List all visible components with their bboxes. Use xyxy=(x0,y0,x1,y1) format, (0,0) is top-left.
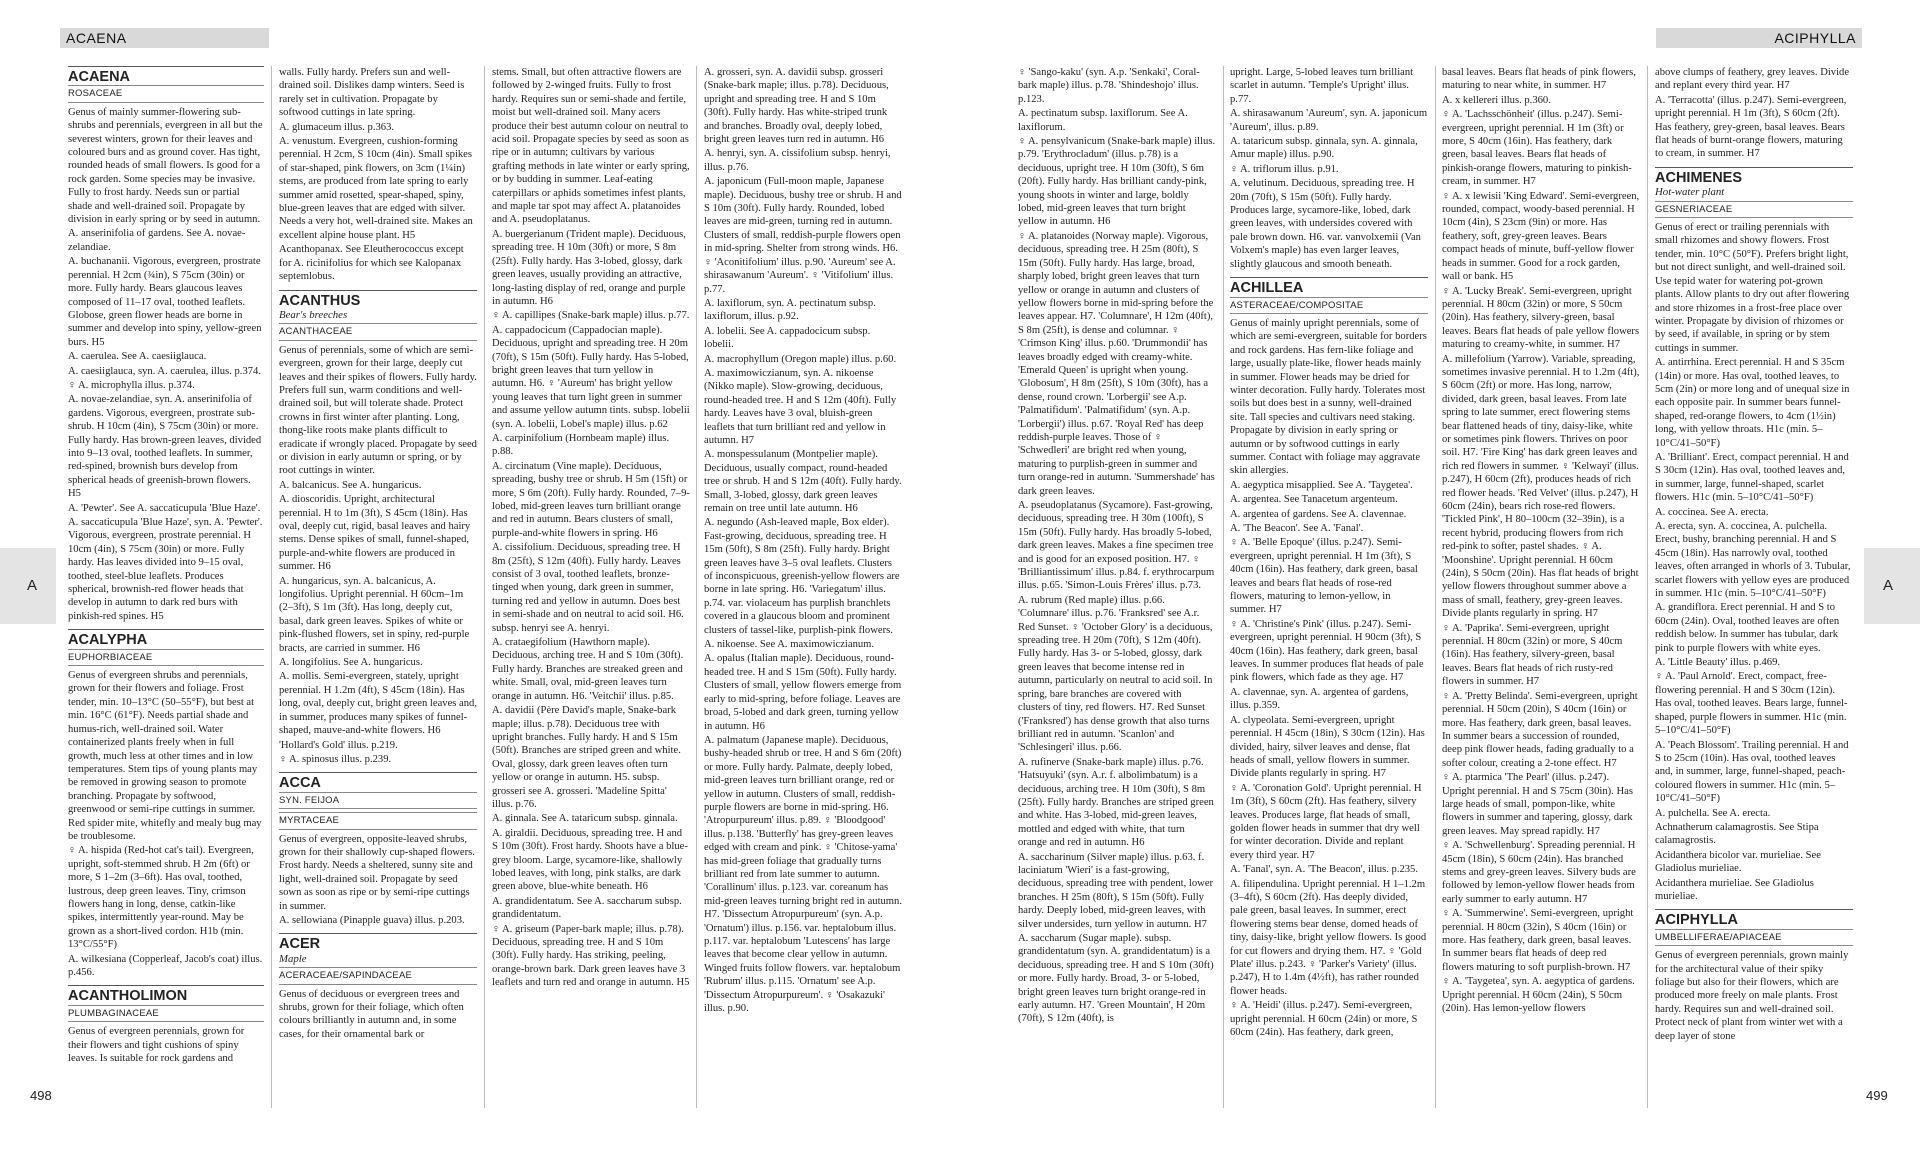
text-column-3 xyxy=(492,66,690,1106)
entry-paragraph: A. velutinum. Deciduous, spreading tree. H 20m (70ft), S 15m (50ft). Fully hardy. Produces large, sycamore-like, lobed, dark green leaves, with undersides covered with pale brown down. H6. var. vanvolxemii (Van Volxem's maple) has even larger leaves, slightly glaucous and smooth beneath. xyxy=(1230,178,1421,270)
text-column-4 xyxy=(704,66,902,1106)
entry-paragraph: A. clavennae, syn. A. argentea of gardens, illus. p.359. xyxy=(1230,686,1409,712)
entry-paragraph: A. sellowiana (Pinapple guava) illus. p.203. xyxy=(279,914,465,926)
entry-paragraph: Achnatherum calamagrostis. See Stipa calamagrostis. xyxy=(1655,821,1819,847)
entry-paragraph: A. hungaricus, syn. A. balcanicus, A. longifolius. Upright perennial. H 60cm–1m (2–3ft), S 1m (3ft). Has long, deeply cut, basal, dark green leaves. Spikes of white or pink-flushed flowers, set in spiny, red-purple bracts, are carried in summer. H6 xyxy=(279,575,470,654)
entry-paragraph: A. caerulea. See A. caesiiglauca. xyxy=(68,351,207,363)
family-label: GESNERIACEAE xyxy=(1655,201,1853,218)
entry-paragraph: A. 'Little Beauty' illus. p.469. xyxy=(1655,657,1781,669)
column-rule xyxy=(1223,66,1224,1108)
entry-paragraph: A. henryi, syn. A. cissifolium subsp. henryi, illus. p.76. xyxy=(704,148,891,173)
column-rule xyxy=(1647,66,1648,1108)
entry-paragraph: ♀ A. 'Summerwine'. Semi-evergreen, upright perennial. H 80cm (32in), S 40cm (16in) or more. Has feathery, dark green, basal leaves. In summer bears flat heads of deep red flowers maturing to soft purplish-brown. H7 xyxy=(1442,908,1634,973)
entry-paragraph: ♀ A. 'Taygetea', syn. A. aegyptica of gardens. Upright perennial. H 60cm (24in), S 50cm (20in). Has lemon-yellow flowers xyxy=(1442,976,1635,1015)
entry-paragraph: Genus of evergreen perennials, grown for their flowers and tight cushions of spiny leaves. Is suitable for rock gardens and xyxy=(68,1026,245,1065)
text-column-2 xyxy=(279,66,477,1106)
text-column-6 xyxy=(1230,66,1428,1106)
entry-paragraph: A. 'Brilliant'. Erect, compact perennial. H and S 30cm (12in). Has oval, toothed leaves and, in summer, large, funnel-shaped, scarlet flowers. H1c (min. 5–10°C/41–50°F) xyxy=(1655,451,1849,504)
entry-paragraph: A. grosseri, syn. A. davidii subsp. grosseri (Snake-bark maple; illus. p.78). Deciduous, upright and spreading tree. H and S 10m (30ft). Fully hardy. Has white-striped trunk and branches. Broadly oval, deeply lobed, bright green leaves turn red in autumn. H6 xyxy=(704,67,889,146)
entry-paragraph: ♀ A. hispida (Red-hot cat's tail). Evergreen, upright, soft-stemmed shrub. H 2m (6ft) or more, S 1–2m (3–6ft). Has oval, toothed, lustrous, deep green leaves. Tiny, crimson flowers hang in long, dense, catkin-like spikes, intermittently year-round. May be grown as a short-lived cordon. H1b (min. 13°C/55°F) xyxy=(68,845,254,951)
entry-paragraph: A. japonicum (Full-moon maple, Japanese maple). Deciduous, bushy tree or shrub. H and S 10m (30ft). Fully hardy. Rounded, lobed leaves are mid-green, turning red in autumn. Clusters of small, reddish-purple flowers open in mid-spring. Shelter from strong winds. H6. ♀ 'Aconitifolium' illus. p.90. 'Aureum' see A. shirasawanum 'Aureum'. ♀ 'Vitifolium' illus. p.77. xyxy=(704,176,902,295)
entry-paragraph: A. erecta, syn. A. coccinea, A. pulchella. Erect, bushy, branching perennial. H and S 45cm (18in). Has narrowly oval, toothed leaves, often arranged in whorls of 3. Tubular, scarlet flowers with yellow eyes are produced in summer. H1c (min. 5–10°C/41–50°F) xyxy=(1655,521,1851,600)
entry-paragraph: A. antirrhina. Erect perennial. H and S 35cm (14in) or more. Has oval, toothed leaves, to 5cm (2in) or more long and of unequal size in each opposite pair. In summer bears funnel-shaped, red-orange flowers, to 4cm (1½in) long, with yellow throats. H1c (min. 5–10°C/41–50°F) xyxy=(1655,357,1850,449)
column-rule xyxy=(1435,66,1436,1108)
family-label: SYN. FEIJOA xyxy=(279,792,477,809)
entry-paragraph: A. tataricum subsp. ginnala, syn. A. ginnala, Amur maple) illus. p.90. xyxy=(1230,136,1418,161)
running-header-left: ACAENA xyxy=(60,28,269,48)
entry-paragraph: A. rufinerve (Snake-bark maple) illus. p.76. 'Hatsuyuki' (syn. A.r. f. albolimbatum) is a deciduous, arching tree. H 10m (30ft), S 8m (25ft). Fully hardy. Branches are striped green and white. Has 3-lobed, mid-green leaves, mottled and edged with white, that turn orange and red in autumn. H6 xyxy=(1018,756,1214,849)
genus-heading: ACANTHOLIMON xyxy=(68,985,264,1003)
family-label: ROSACEAE xyxy=(68,85,264,102)
thumb-index-tab-left: A xyxy=(0,548,56,624)
genus-heading: ACHIMENES xyxy=(1655,167,1853,185)
entry-paragraph: Genus of deciduous or evergreen trees and shrubs, grown for their foliage, which often colours brilliantly in autumn and, in some cases, for their ornamental bark or xyxy=(279,988,464,1040)
entry-paragraph: A. cappadocicum (Cappadocian maple). Deciduous, upright and spreading tree. H 20m (70ft), S 15m (50ft). Fully hardy. Has 5-lobed, bright green leaves that turn yellow in autumn. H6. ♀ 'Aureum' has bright yellow young leaves that turn light green in summer and assume yellow autumn tints. subsp. lobelii (syn. A. lobelii, Lobel's maple) illus. p.62 xyxy=(492,324,690,430)
entry-paragraph: A. 'Fanal', syn. A. 'The Beacon', illus. p.235. xyxy=(1230,864,1419,876)
entry-paragraph: ♀ A. 'Lachsschönheit' (illus. p.247). Semi-evergreen, upright perennial. H 1m (3ft) or more, S 40cm (16in). Has feathery, dark green, basal leaves. Bears flat heads of pinkish-orange flowers, maturing to pinkish-cream, in summer. H7 xyxy=(1442,109,1632,188)
entry-paragraph: A. argentea of gardens. See A. clavennae. xyxy=(1230,508,1407,520)
entry-paragraph: ♀ A. x lewisii 'King Edward'. Semi-evergreen, rounded, compact, woody-based perennial. H 10cm (4in), S 23cm (9in) or more. Has feathery, soft, grey-green leaves. Bears compact heads of minute, buff-yellow flower heads in summer. Good for a rock garden, wall or bank. H5 xyxy=(1442,190,1640,283)
entry-paragraph: ♀ A. 'Coronation Gold'. Upright perennial. H 1m (3ft), S 60cm (2ft). Has feathery, silvery leaves. Produces large, flat heads of small, golden flower heads in summer that dry well for winter decoration. Divide and replant every third year. H7 xyxy=(1230,782,1422,861)
entry-paragraph: ♀ A. 'Paprika'. Semi-evergreen, upright perennial. H 80cm (32in) or more, S 40cm (16in). Has feathery, silvery-green, basal leaves. Bears flat heads of rich rusty-red flowers in summer. H7 xyxy=(1442,622,1623,688)
entry-paragraph: A. pectinatum subsp. laxiflorum. See A. laxiflorum. xyxy=(1018,108,1188,133)
entry-paragraph: A. longifolius. See A. hungaricus. xyxy=(279,657,423,669)
family-label: ACERACEAE/SAPINDACEAE xyxy=(279,967,477,984)
entry-paragraph: A. saccaticupula 'Blue Haze', syn. A. 'Pewter'. Vigorous, evergreen, prostrate perennial. H 10cm (4in), S 75cm (30in) or more. Fully hardy. Has leaves divided into 9–15 oval, toothed, steel-blue leaflets. Produces spherical, brownish-red flower heads that develop in autumn to dark red burs with pinkish-red spines. H5 xyxy=(68,517,263,622)
entry-paragraph: A. 'Pewter'. See A. saccaticupula 'Blue Haze'. xyxy=(68,502,261,514)
family-label: ASTERACEAE/COMPOSITAE xyxy=(1230,297,1428,314)
entry-paragraph: A. laxiflorum, syn. A. pectinatum subsp. laxiflorum, illus. p.92. xyxy=(704,297,876,323)
genus-heading: ACCA xyxy=(279,772,477,790)
family-label: EUPHORBIACEAE xyxy=(68,649,264,666)
entry-paragraph: Acanthopanax. See Eleutherococcus except for A. ricinifolius for which see Kalopanax septemlobus. xyxy=(279,244,464,283)
entry-paragraph: A. cissifolium. Deciduous, spreading tree. H 8m (25ft), S 12m (40ft). Fully hardy. Leaves consist of 3 oval, toothed leaflets, bronze-tinged when young, dark green in summer, turning red and yellow in autumn. Does best in semi-shade and on neutral to acid soil. H6. subsp. henryi see A. henryi. xyxy=(492,542,684,634)
genus-heading: ACHILLEA xyxy=(1230,277,1428,295)
entry-paragraph: ♀ 'Sango-kaku' (syn. A.p. 'Senkaki', Coral-bark maple) illus. p.78. 'Shindeshojo' illus. p.123. xyxy=(1018,67,1200,105)
entry-paragraph: ♀ A. 'Christine's Pink' (illus. p.247). Semi-evergreen, upright perennial. H 90cm (3ft), S 40cm (16in). Has feathery, dark green, basal leaves. In summer produces flat heads of pale pink flowers, which fade as they age. H7 xyxy=(1230,618,1424,684)
running-header-right: ACIPHYLLA xyxy=(1656,28,1862,48)
entry-paragraph: A. grandiflora. Erect perennial. H and S to 60cm (24in). Oval, toothed leaves are often reddish below. In summer has tubular, dark pink to purple flowers with white eyes. xyxy=(1655,602,1840,654)
entry-paragraph: A. opalus (Italian maple). Deciduous, round-headed tree. H and S 15m (50ft). Fully hardy. Clusters of small, yellow flowers emerge from early to mid-spring, before foliage. Leaves are broad, 5-lobed and dark green, turning yellow in autumn. H6 xyxy=(704,653,902,732)
entry-paragraph: A. saccharinum (Silver maple) illus. p.63. f. laciniatum 'Wieri' is a fast-growing, deciduous, spreading tree with pendent, lower branches. H 25m (80ft), S 15m (50ft). Fully hardy. Deeply lobed, mid-green leaves, with silver undersides, turn yellow in autumn. H7 xyxy=(1018,851,1214,930)
entry-paragraph: ♀ A. capillipes (Snake-bark maple) illus. p.77. xyxy=(492,310,690,322)
entry-paragraph: A. mollis. Semi-evergreen, stately, upright perennial. H 1.2m (4ft), S 45cm (18in). Has long, oval, deeply cut, bright green leaves and, in summer, produces many spikes of funnel-shaped, mauve-and-white flowers. H6 xyxy=(279,671,477,737)
text-column-5 xyxy=(1018,66,1216,1106)
entry-paragraph: Acidanthera bicolor var. murieliae. See Gladiolus murieliae. xyxy=(1655,849,1821,875)
entry-paragraph: A. grandidentatum. See A. saccharum subsp. grandidentatum. xyxy=(492,895,682,921)
entry-paragraph: A. buchananii. Vigorous, evergreen, prostrate perennial. H 2cm (¾in), S 75cm (30in) or more. Fully hardy. Bears glaucous leaves composed of 11–17 oval, toothed leaflets. Globose, green flower heads are borne in summer and develop into spiny, yellow-green burs. H5 xyxy=(68,256,262,348)
common-name: Hot-water plant xyxy=(1655,186,1725,199)
entry-paragraph: ♀ A. spinosus illus. p.239. xyxy=(279,753,392,765)
genus-heading: ACAENA xyxy=(68,66,264,84)
family-label: ACANTHACEAE xyxy=(279,323,477,340)
text-column-7 xyxy=(1442,66,1640,1106)
entry-paragraph: ♀ A. microphylla illus. p.374. xyxy=(68,379,195,391)
entry-paragraph: ♀ A. triflorum illus. p.91. xyxy=(1230,163,1339,175)
entry-paragraph: A. novae-zelandiae, syn. A. anserinifolia of gardens. Vigorous, evergreen, prostrate sub-shrub. H 10cm (4in), S 75cm (30in) or more. Fully hardy. Has brown-green leaves, divided into 9–13 oval, toothed leaflets. In summer, red-spined, brownish burs develop from spherical heads of greenish-brown flowers. H5 xyxy=(68,394,262,500)
entry-paragraph: A. anserinifolia of gardens. See A. novae-zelandiae. xyxy=(68,228,246,253)
genus-heading: ACANTHUS xyxy=(279,290,477,308)
page-number-right: 499 xyxy=(1866,1088,1888,1103)
entry-paragraph: ♀ A. platanoides (Norway maple). Vigorous, deciduous, spreading tree. H 25m (80ft), S 15m (50ft). Fully hardy. Has large, broad, sharply lobed, bright green leaves that turn yellow or orange in autumn and clusters of yellow flowers borne in mid-spring before the leaves appear. H7. 'Columnare', H 12m (40ft), S 8m (25ft), is dense and columnar. ♀ 'Crimson King' illus. p.60. 'Drummondii' has leaves broadly edged with creamy-white. 'Emerald Queen' is upright when young. 'Globosum', H 8m (25ft), S 10m (30ft), has a dense, round crown. 'Lorbergii' see A.p. 'Palmatifidum'. 'Palmatifidum' (syn. A.p. 'Lorbergii') illus. p.67. 'Royal Red' has deep reddish-purple leaves. Those of ♀ 'Schwedleri' are bright red when young, maturing to purplish-green in summer and turn orange-red in autumn. 'Summershade' has dark green leaves. xyxy=(1018,230,1215,497)
entry-paragraph: ♀ A. 'Schwellenburg'. Spreading perennial. H 45cm (18in), S 60cm (24in). Has branched stems and grey-green leaves. Silvery buds are followed by lemon-yellow flower heads from early summer to early autumn. H7 xyxy=(1442,840,1636,905)
entry-paragraph: ♀ A. 'Paul Arnold'. Erect, compact, free-flowering perennial. H and S 30cm (12in). Has oval, toothed leaves. Bears large, funnel-shaped, purple flowers in summer. H1c (min. 5–10°C/41–50°F) xyxy=(1655,671,1848,737)
column-rule xyxy=(696,66,697,1108)
text-column-1 xyxy=(68,66,264,1106)
entry-paragraph: A. filipendulina. Upright perennial. H 1–1.2m (3–4ft), S 60cm (2ft). Has deeply divided, pale green, basal leaves. In summer, erect flowering stems bear dense, domed heads of tiny, daisy-like, bright yellow flowers. Is good for cut flowers and drying them. H7. ♀ 'Gold Plate' illus. p.243. ♀ 'Parker's Variety' (illus. p.247), H to 1.4m (4½ft), has rather rounded flower heads. xyxy=(1230,878,1427,997)
column-rule xyxy=(484,66,485,1108)
common-name: Maple xyxy=(279,952,307,965)
genus-heading: ACIPHYLLA xyxy=(1655,909,1853,927)
entry-paragraph: A. maximowiczianum, syn. A. nikoense (Nikko maple). Slow-growing, deciduous, round-headed tree. H and S 12m (40ft). Fully hardy. Leaves have 3 oval, bluish-green leaflets that turn brilliant red and yellow in autumn. H7 xyxy=(704,367,897,446)
entry-paragraph: A. aegyptica misapplied. See A. 'Taygetea'. xyxy=(1230,479,1413,491)
entry-paragraph: A. ginnala. See A. tataricum subsp. ginnala. xyxy=(492,813,678,825)
thumb-index-tab-right: A xyxy=(1864,548,1920,624)
entry-paragraph: A. dioscoridis. Upright, architectural perennial. H to 1m (3ft), S 45cm (18in). Has oval, deeply cut, rigid, basal leaves and hairy stems. Dense spikes of small, funnel-shaped, purple-and-white flowers are produced in summer. H6 xyxy=(279,494,471,573)
entry-paragraph: A. saccharum (Sugar maple). subsp. grandidentatum (syn. A. grandidentatum) is a deciduous, spreading tree. H and S 10m (30ft) or more. Fully hardy. Broad, 3- or 5-lobed, bright green leaves turn bright orange-red in early autumn. H7. 'Green Mountain', H 20m (70ft), S 12m (40ft), is xyxy=(1018,933,1214,1025)
genus-heading: ACER xyxy=(279,933,477,951)
entry-paragraph: Genus of evergreen perennials, grown mainly for the architectural value of their spiky foliage but also for their flowers, which are produced more freely on male plants. Frost hardy. Requires sun and well-drained soil. Protect neck of plant from winter wet with a deep layer of stone xyxy=(1655,950,1849,1042)
entry-paragraph: stems. Small, but often attractive flowers are followed by 2-winged fruits. Fully to frost hardy. Requires sun or semi-shade and fertile, moist but well-drained soil. Many acers produce their best autumn colour on neutral to acid soil. Propagate species by seed as soon as ripe or in autumn; cultivars by various grafting methods in late winter or early spring, or by budding in summer. Leaf-eating caterpillars or aphids sometimes infest plants, and maple tar spot may affect A. platanoides and A. pseudoplatanus. xyxy=(492,67,690,226)
entry-paragraph: A. negundo (Ash-leaved maple, Box elder). Fast-growing, deciduous, spreading tree. H 15m (50ft), S 8m (25ft). Fully hardy. Bright green leaves have 3–5 oval leaflets. Clusters of inconspicuous, greenish-yellow flowers are borne in late spring. H6. 'Variegatum' illus. p.74. var. violaceum has purplish branchlets covered in a glaucous bloom and prominent clusters of tassel-like, purplish-pink flowers. xyxy=(704,517,900,636)
entry-paragraph: A. davidii (Père David's maple, Snake-bark maple; illus. p.78). Deciduous tree with upright branches. Fully hardy. H and S 15m (50ft). Branches are striped green and white. Oval, glossy, dark green leaves often turn yellow or orange in autumn. H5. subsp. grosseri see A. grosseri. 'Madeline Spitta' illus. p.76. xyxy=(492,705,681,810)
entry-paragraph: Genus of mainly upright perennials, some of which are semi-evergreen, suitable for borders and rock gardens. Has fern-like foliage and large, usually plate-like, flower heads mainly in summer. Flower heads may be dried for winter decoration. Fully hardy. Tolerates most soils but does best in a sunny, well-drained site. Tall species and cultivars need staking. Propagate by division in early spring or autumn or by softwood cuttings in early summer. Contact with foliage may aggravate skin allergies. xyxy=(1230,317,1427,477)
entry-paragraph: above clumps of feathery, grey leaves. Divide and replant every third year. H7 xyxy=(1655,67,1850,92)
entry-paragraph: basal leaves. Bears flat heads of pink flowers, maturing to near white, in summer. H7 xyxy=(1442,67,1636,92)
entry-paragraph: A. pseudoplatanus (Sycamore). Fast-growing, deciduous, spreading tree. H 30m (100ft), S 15m (50ft). Fully hardy. Has broadly 5-lobed, dark green leaves. Makes a fine specimen tree and is good for an exposed position. H7. ♀ 'Brilliantissimum' illus. p.84. f. erythrocarpum illus. p.65. 'Simon-Louis Frères' illus. p.73. xyxy=(1018,500,1215,592)
entry-paragraph: A. coccinea. See A. erecta. xyxy=(1655,506,1769,518)
entry-paragraph: A. shirasawanum 'Aureum', syn. A. japonicum 'Aureum', illus. p.89. xyxy=(1230,108,1428,133)
entry-paragraph: A. 'The Beacon'. See A. 'Fanal'. xyxy=(1230,523,1364,534)
text-column-8 xyxy=(1655,66,1853,1106)
column-rule xyxy=(271,66,272,1108)
entry-paragraph: A. caesiiglauca, syn. A. caerulea, illus. p.374. xyxy=(68,365,261,377)
entry-paragraph: walls. Fully hardy. Prefers sun and well-drained soil. Dislikes damp winters. Seed is rarely set in cultivation. Propagate by softwood cuttings in late spring. xyxy=(279,67,465,119)
entry-paragraph: A. lobelii. See A. cappadocicum subsp. lobelii. xyxy=(704,325,871,351)
entry-paragraph: Genus of erect or trailing perennials with small rhizomes and showy flowers. Frost tender, min. 10°C (50°F). Prefers bright light, but not direct sunlight, and well-drained soil. Use tepid water for watering pot-grown plants. Allow plants to dry out after flowering and store rhizomes in a frost-free place over winter. Propagate by division of rhizomes or by seed, if available, in spring or by stem cuttings in summer. xyxy=(1655,222,1850,354)
entry-paragraph: ♀ A. 'Lucky Break'. Semi-evergreen, upright perennial. H 80cm (32in) or more, S 50cm (20in). Has feathery, silvery-green, basal leaves. Bears flat heads of pale yellow flowers maturing to creamy-white, in summer. H7 xyxy=(1442,285,1640,351)
entry-paragraph: A. buergerianum (Trident maple). Deciduous, spreading tree. H 10m (30ft) or more, S 8m (25ft). Fully hardy. Has 3-lobed, glossy, dark green leaves, usually providing an attractive, long-lasting display of red, orange and purple in autumn. H6 xyxy=(492,228,686,307)
entry-paragraph: A. macrophyllum (Oregon maple) illus. p.60. xyxy=(704,353,897,365)
entry-paragraph: A. wilkesiana (Copperleaf, Jacob's coat) illus. p.456. xyxy=(68,953,263,978)
common-name: Bear's breeches xyxy=(279,308,348,321)
entry-paragraph: A. crataegifolium (Hawthorn maple). Deciduous, arching tree. H and S 10m (30ft). Fully hardy. Branches are streaked green and white. Small, oval, mid-green leaves turn orange in autumn. H6. 'Veitchii' illus. p.85. xyxy=(492,637,684,702)
entry-paragraph: 'Hollard's Gold' illus. p.219. xyxy=(279,739,398,751)
entry-paragraph: A. circinatum (Vine maple). Deciduous, spreading, bushy tree or shrub. H 5m (15ft) or more, S 6m (20ft). Fully hardy. Rounded, 7–9-lobed, mid-green leaves turn brilliant orange and red in autumn. Bears clusters of small, purple-and-white flowers in spring. H6 xyxy=(492,460,690,539)
entry-paragraph: A. clypeolata. Semi-evergreen, upright perennial. H 45cm (18in), S 30cm (12in). Has divided, hairy, silver leaves and dense, flat heads of small, yellow flowers in summer. Divide plants regularly in spring. H7 xyxy=(1230,714,1425,780)
entry-paragraph: upright. Large, 5-lobed leaves turn brilliant scarlet in autumn. 'Temple's Upright' illus. p.77. xyxy=(1230,67,1414,105)
entry-paragraph: A. pulchella. See A. erecta. xyxy=(1655,807,1771,819)
entry-paragraph: A. venustum. Evergreen, cushion-forming perennial. H 2cm, S 10cm (4in). Small spikes of star-shaped, pink flowers, on 3cm (1¼in) stems, are produced from late spring to early summer amid rosetted, spear-shaped, spiny, blue-green leaves that are edged with silver. Needs a very hot, well-drained site. Makes an excellent alpine house plant. H5 xyxy=(279,136,473,241)
entry-paragraph: A. argentea. See Tanacetum argenteum. xyxy=(1230,494,1398,506)
entry-paragraph: ♀ A. 'Pretty Belinda'. Semi-evergreen, upright perennial. H 50cm (20in), S 40cm (16in) or more. Has feathery, dark green, basal leaves. In summer bears a succession of rounded, deep pink flower heads, fading gradually to a softer colour, creating a 2-tone effect. H7 xyxy=(1442,690,1638,769)
entry-paragraph: Genus of evergreen, opposite-leaved shrubs, grown for their shallowly cup-shaped flowers. Frost hardy. Needs a sheltered, sunny site and light, well-drained soil. Propagate by seed sown as soon as ripe or by semi-ripe cuttings in summer. xyxy=(279,833,475,912)
entry-paragraph: Genus of evergreen shrubs and perennials, grown for their flowers and foliage. Frost tender, min. 10–13°C (50–55°F), but best at min. 16°C (61°F). Needs partial shade and humus-rich, well-drained soil. Water containerized plants freely when in full growth, much less at other times and in low temperatures. Stem tips of young plants may be removed in growing season to promote branching. Propagate by softwood, greenwood or semi-ripe cuttings in summer. Red spider mite, whitefly and mealy bug may be troublesome. xyxy=(68,670,262,842)
genus-heading: ACALYPHA xyxy=(68,629,264,647)
entry-paragraph: A. 'Peach Blossom'. Trailing perennial. H and S to 25cm (10in). Has oval, toothed leaves and, in summer, large, funnel-shaped, peach-coloured flowers in summer. H1c (min. 5–10°C/41–50°F) xyxy=(1655,739,1849,805)
entry-paragraph: A. palmatum (Japanese maple). Deciduous, bushy-headed shrub or tree. H and S 6m (20ft) or more. Fully hardy. Palmate, deeply lobed, mid-green leaves turn brilliant orange, red or yellow in autumn. Clusters of small, reddish-purple flowers are borne in mid-spring. H6. 'Atropurpureum' illus. p.89. ♀ 'Bloodgood' illus. p.138. 'Butterfly' has grey-green leaves edged with cream and pink. ♀ 'Chitose-yama' has mid-green foliage that gradually turns brilliant red from late summer to autumn. 'Corallinum' illus. p.123. var. coreanum has mid-green leaves turning bright red in autumn. H7. 'Dissectum Atropurpureum' (syn. A.p. 'Ornatum') illus. p.156. var. heptalobum illus. p.117. var. heptalobum 'Lutescens' has large leaves that become clear yellow in autumn. Winged fruits follow flowers. var. heptalobum 'Rubrum' illus. p.115. 'Ornatum' see A.p. 'Dissectum Atropurpureum'. ♀ 'Osakazuki' illus. p.90. xyxy=(704,734,902,1015)
entry-paragraph: A. millefolium (Yarrow). Variable, spreading, sometimes invasive perennial. H to 1.2m (4ft), S 60cm (2ft) or more. Has long, narrow, divided, dark green, basal leaves. From late spring to late summer, erect flowering stems bear flattened heads of tiny, daisy-like, white or sometimes pink flowers. Thrives on poor soil. H7. 'Fire King' has dark green leaves and rich red flowers in summer. ♀ 'Kelwayi' (illus. p.247), H 60cm (2ft), produces heads of rich red flower heads. 'Red Velvet' (illus. p.247), H 60cm (24in), bears rich rose-red flowers. 'Tickled Pink', H 80–100cm (32–39in), is a recent hybrid, producing flowers from rich red-pink to softer, pastel shades. ♀ A. 'Moonshine'. Upright perennial. H 60cm (24in), S 50cm (20in). Has flat heads of bright yellow flowers throughout summer above a mass of small, feathery, grey-green leaves. Divide plants regularly in spring. H7 xyxy=(1442,353,1640,620)
family-label: PLUMBAGINACEAE xyxy=(68,1005,264,1022)
entry-paragraph: A. giraldii. Deciduous, spreading tree. H and S 10m (30ft). Frost hardy. Shoots have a blue-grey bloom. Large, sycamore-like, shallowly lobed leaves, with long, pink stalks, are dark green above, blue-white beneath. H6 xyxy=(492,827,688,893)
family-label: UMBELLIFERAE/APIACEAE xyxy=(1655,929,1853,946)
entry-paragraph: A. glumaceum illus. p.363. xyxy=(279,121,395,133)
entry-paragraph: A. rubrum (Red maple) illus. p.66. 'Columnare' illus. p.76. 'Franksred' see A.r. Red Sunset. ♀ 'October Glory' is a deciduous, spreading tree. H 20m (70ft), S 12m (40ft). Fully hardy. Has 3- or 5-lobed, glossy, dark green leaves that become intense red in autumn, particularly on neutral to acid soil. In spring, bare branches are covered with clusters of tiny, red flowers. H7. Red Sunset ('Franksred') has dense growth that also turns brilliant red in autumn. 'Scanlon' and 'Schlesingeri' illus. p.66. xyxy=(1018,594,1213,754)
entry-paragraph: A. carpinifolium (Hornbeam maple) illus. p.88. xyxy=(492,432,670,458)
entry-paragraph: ♀ A. ptarmica 'The Pearl' (illus. p.247). Upright perennial. H and S 75cm (30in). Has large heads of small, pompon-like, white flowers in summer and tapering, glossy, dark green leaves. May spread rapidly. H7 xyxy=(1442,772,1633,837)
entry-paragraph: Genus of perennials, some of which are semi-evergreen, grown for their large, deeply cut leaves and their spikes of flowers. Fully hardy. Prefers full sun, warm conditions and well-drained soil, but will tolerate shade. Protect crowns in first winter after planting. Long, thong-like roots make plants difficult to eradicate if wrongly placed. Propagate by seed or division in early autumn or spring, or by root cuttings in winter. xyxy=(279,344,477,477)
entry-paragraph: ♀ A. 'Heidi' (illus. p.247). Semi-evergreen, upright perennial. H 60cm (24in) or more, S 60cm (24in). Has feathery, dark green, xyxy=(1230,1000,1418,1039)
entry-paragraph: Acidanthera murieliae. See Gladiolus murieliae. xyxy=(1655,877,1814,902)
family-label: MYRTACEAE xyxy=(279,812,477,829)
page-number-left: 498 xyxy=(30,1088,52,1103)
entry-paragraph: A. nikoense. See A. maximowiczianum. xyxy=(704,639,875,651)
entry-paragraph: A. monspessulanum (Montpelier maple). Deciduous, usually compact, round-headed tree or shrub. H and S 12m (40ft). Fully hardy. Small, 3-lobed, glossy, dark green leaves remain on tree until late autumn. H6 xyxy=(704,449,902,514)
entry-paragraph: A. balcanicus. See A. hungaricus. xyxy=(279,479,422,491)
entry-paragraph: ♀ A. pensylvanicum (Snake-bark maple) illus. p.79. 'Erythrocladum' (illus. p.78) is a deciduous, upright tree. H 10m (30ft), S 6m (20ft). Fully hardy. Has brilliant candy-pink, young shoots in winter and large, boldly lobed, mid-green leaves that turn bright yellow in autumn. H6 xyxy=(1018,136,1216,228)
entry-paragraph: A. x kellereri illus. p.360. xyxy=(1442,94,1551,106)
entry-paragraph: ♀ A. 'Belle Epoque' (illus. p.247). Semi-evergreen, upright perennial. H 1m (3ft), S 40cm (16in). Has feathery, dark green, basal leaves and bears flat heads of rose-red flowers, maturing to lemon-yellow, in summer. H7 xyxy=(1230,537,1418,616)
entry-paragraph: ♀ A. griseum (Paper-bark maple; illus. p.78). Deciduous, spreading tree. H and S 10m (30ft). Fully hardy. Has striking, peeling, orange-brown bark. Dark green leaves have 3 leaflets and turn red and orange in autumn. H5 xyxy=(492,923,690,989)
entry-paragraph: A. 'Terracotta' (illus. p.247). Semi-evergreen, upright perennial. H 1m (3ft), S 60cm (2ft). Has feathery, grey-green, basal leaves. Bears flat heads of burnt-orange flowers, maturing to cream, in summer. H7 xyxy=(1655,94,1847,160)
entry-paragraph: Genus of mainly summer-flowering sub-shrubs and perennials, evergreen in all but the severest winters, grown for their leaves and coloured burs and as ground cover. Has tight, rounded heads of small flowers. Is good for a rock garden. Some species may be invasive. Fully to frost hardy. Needs sun or partial shade and well-drained soil. Propagate by division in early spring or by seed in autumn. xyxy=(68,106,263,226)
